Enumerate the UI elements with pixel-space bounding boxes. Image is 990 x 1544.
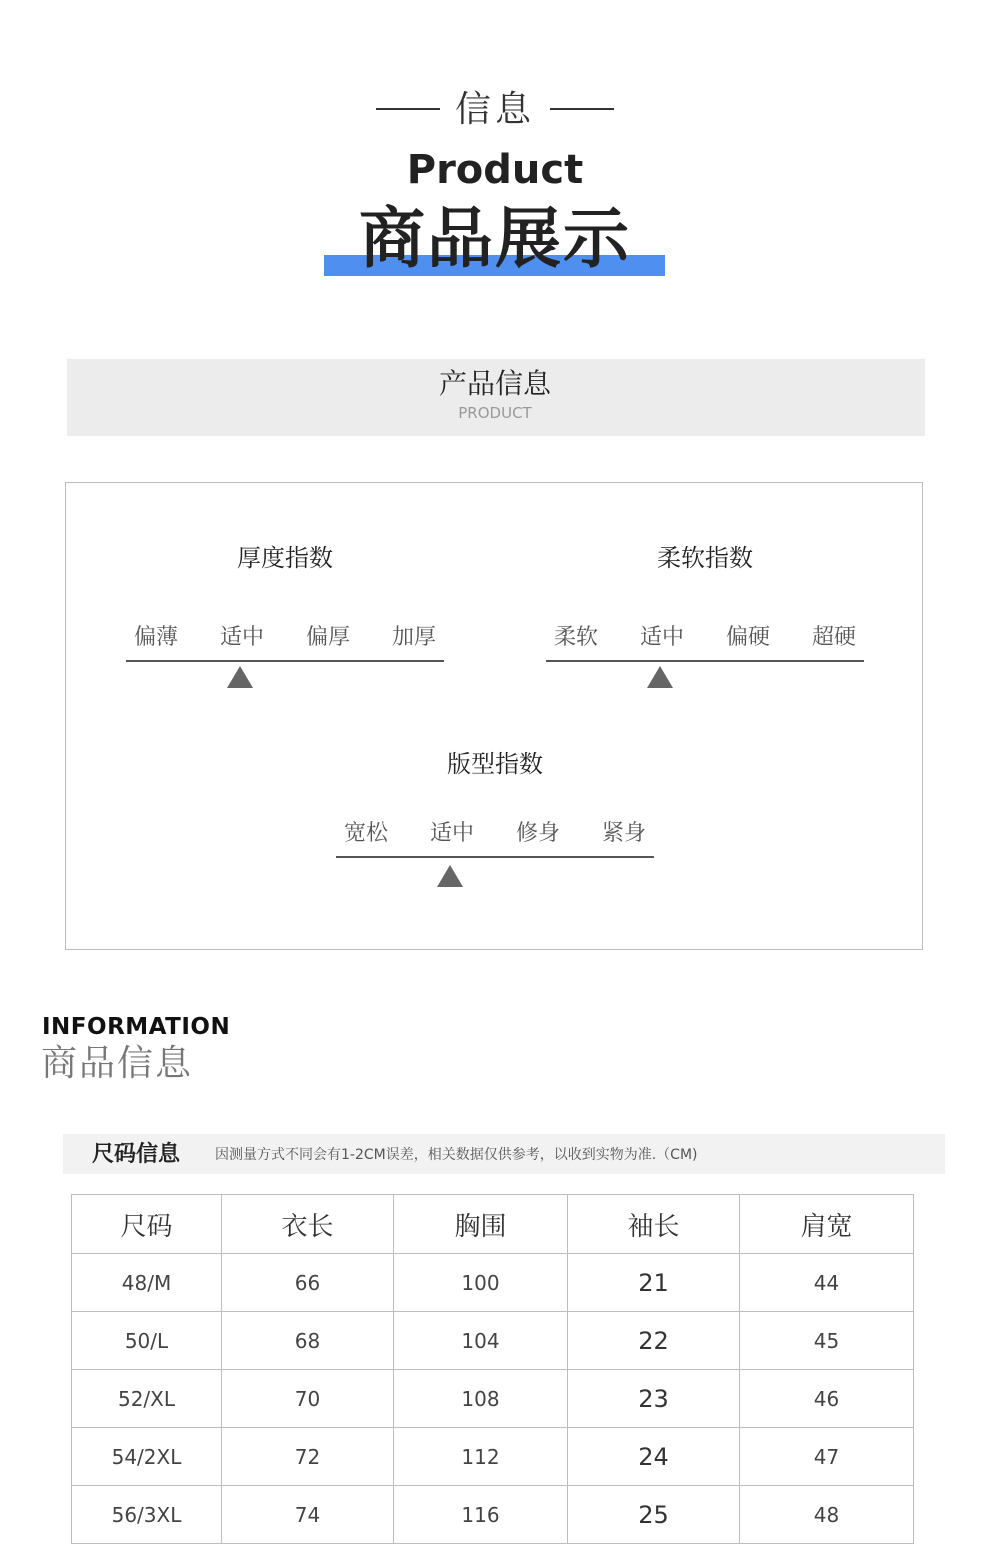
column-header: 衣长 — [222, 1195, 394, 1254]
thickness-options — [126, 622, 444, 654]
softness-options — [546, 622, 864, 654]
table-cell: 108 — [394, 1370, 568, 1428]
softness-option: 适中 — [639, 625, 684, 650]
table-cell: 100 — [394, 1254, 568, 1312]
thickness-option: 偏厚 — [305, 625, 350, 650]
table-row — [72, 1370, 914, 1428]
softness-indicator-icon — [647, 666, 673, 688]
column-header: 肩宽 — [740, 1195, 914, 1254]
table-cell: 21 — [568, 1254, 740, 1312]
softness-index-title: 柔软指数 — [657, 544, 753, 572]
table-row — [72, 1254, 914, 1312]
product-info-subtitle: PRODUCT — [458, 404, 532, 422]
page-title: 商品展示 — [359, 200, 631, 277]
table-cell: 72 — [222, 1428, 394, 1486]
thickness-indicator-icon — [227, 666, 253, 688]
table-cell: 54/2XL — [72, 1428, 222, 1486]
table-cell: 45 — [740, 1312, 914, 1370]
table-header-row — [72, 1195, 914, 1254]
size-info-note: 因测量方式不同会有1-2CM误差，相关数据仅供参考，以收到实物为准.（CM) — [215, 1147, 698, 1163]
column-header: 胸围 — [394, 1195, 568, 1254]
table-row — [72, 1312, 914, 1370]
column-header: 袖长 — [568, 1195, 740, 1254]
softness-option: 偏硬 — [725, 625, 770, 650]
table-cell: 47 — [740, 1428, 914, 1486]
table-row — [72, 1428, 914, 1486]
table-cell: 48 — [740, 1486, 914, 1544]
thickness-option: 适中 — [219, 625, 264, 650]
softness-option: 柔软 — [553, 625, 598, 650]
table-cell: 48/M — [72, 1254, 222, 1312]
table-cell: 23 — [568, 1370, 740, 1428]
header-product-en: Product — [406, 147, 584, 193]
table-cell: 22 — [568, 1312, 740, 1370]
size-info-title: 尺码信息 — [92, 1142, 181, 1167]
table-cell: 46 — [740, 1370, 914, 1428]
thickness-option: 偏薄 — [133, 625, 178, 650]
table-cell: 24 — [568, 1428, 740, 1486]
table-cell: 112 — [394, 1428, 568, 1486]
information-heading-en: INFORMATION — [42, 1014, 231, 1040]
table-cell: 68 — [222, 1312, 394, 1370]
fit-options — [336, 818, 654, 850]
table-cell: 50/L — [72, 1312, 222, 1370]
thickness-index-title: 厚度指数 — [237, 544, 333, 572]
thickness-scale-line — [126, 660, 444, 662]
table-cell: 52/XL — [72, 1370, 222, 1428]
thickness-option: 加厚 — [391, 625, 436, 650]
fit-option: 适中 — [429, 821, 474, 846]
softness-scale-line — [546, 660, 864, 662]
information-heading-cn: 商品信息 — [41, 1043, 194, 1084]
table-cell: 56/3XL — [72, 1486, 222, 1544]
fit-option: 紧身 — [601, 821, 646, 846]
fit-scale-line — [336, 856, 654, 858]
table-cell: 66 — [222, 1254, 394, 1312]
softness-option: 超硬 — [811, 625, 856, 650]
fit-option: 修身 — [515, 821, 560, 846]
table-cell: 25 — [568, 1486, 740, 1544]
fit-indicator-icon — [437, 865, 463, 887]
table-cell: 70 — [222, 1370, 394, 1428]
fit-option: 宽松 — [343, 821, 388, 846]
table-cell: 74 — [222, 1486, 394, 1544]
size-table — [71, 1194, 914, 1544]
header-small-title: 信息 — [454, 89, 535, 130]
fit-index-title: 版型指数 — [447, 750, 543, 778]
column-header: 尺码 — [72, 1195, 222, 1254]
table-cell: 44 — [740, 1254, 914, 1312]
table-cell: 116 — [394, 1486, 568, 1544]
table-cell: 104 — [394, 1312, 568, 1370]
table-row — [72, 1486, 914, 1544]
product-info-title: 产品信息 — [438, 367, 551, 400]
